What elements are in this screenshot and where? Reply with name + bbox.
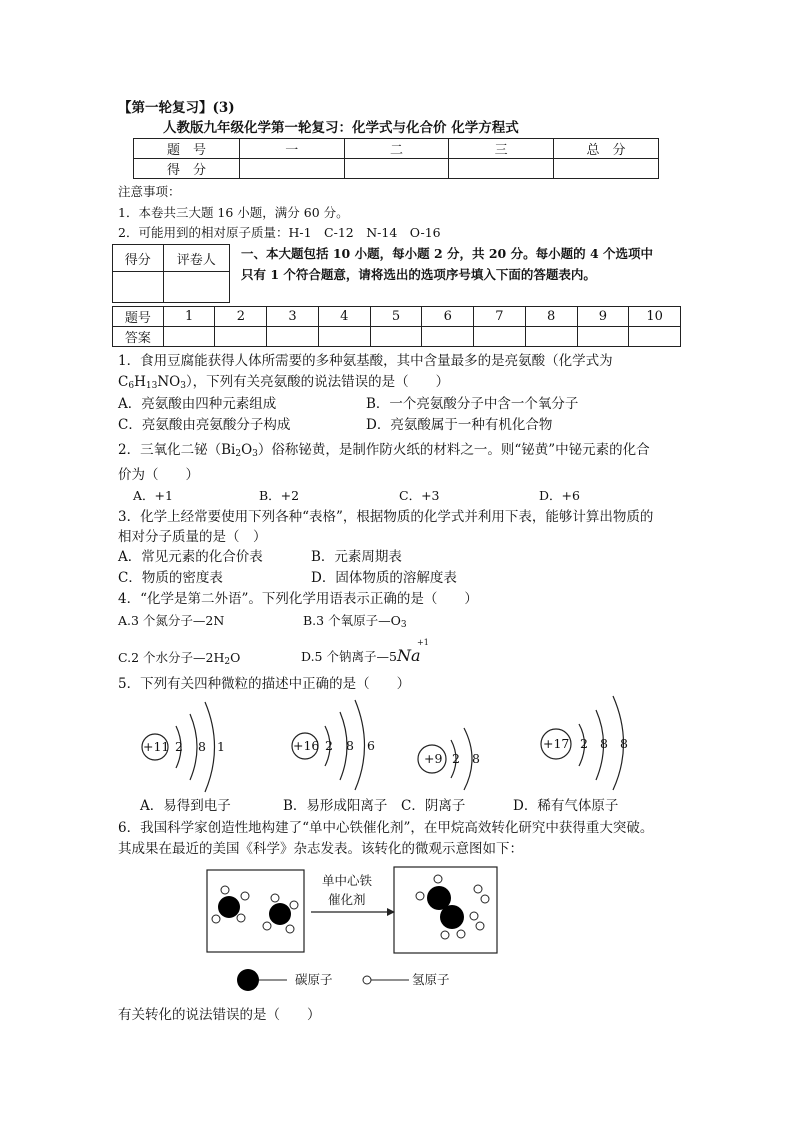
electron-shell-arc — [190, 714, 197, 780]
q4-stem: 4．“化学是第二外语”。下列化学用语表示正确的是（ ） — [118, 591, 478, 607]
answer-number: 5 — [370, 307, 422, 327]
q1-stem-end: ），下列有关亮氨酸的说法错误的是（ ） — [185, 374, 450, 390]
q4-option-b-text: B.3 个氧原子—O — [303, 613, 401, 628]
methane-molecule — [263, 894, 298, 933]
answer-header: 答案 — [113, 327, 164, 347]
q4-option-d — [301, 648, 420, 665]
shell-electrons: 8 — [198, 739, 206, 754]
shell-electrons: 2 — [175, 739, 183, 754]
sodium-symbol: Na — [396, 646, 421, 665]
q5-option-c: C．阴离子 — [401, 798, 466, 814]
score-cell: 三 — [449, 139, 554, 159]
shell-electrons: 8 — [600, 736, 608, 751]
score-cell: 题 号 — [134, 139, 240, 159]
q4-option-c — [118, 650, 240, 670]
answer-input-cell[interactable] — [577, 327, 629, 347]
answer-input-cell[interactable] — [629, 327, 681, 347]
score-cell: 总 分 — [554, 139, 659, 159]
grader-name-label: 评卷人 — [163, 245, 229, 272]
answer-number: 8 — [525, 307, 577, 327]
answer-input-cell[interactable] — [215, 327, 267, 347]
q3-option-a: A．常见元素的化合价表 — [118, 549, 263, 565]
shell-electrons: 2 — [580, 736, 588, 751]
score-cell: 得 分 — [134, 159, 240, 179]
shell-electrons: 8 — [346, 738, 354, 753]
q5-option-b: B．易形成阳离子 — [283, 798, 388, 814]
answer-input-cell[interactable] — [163, 327, 215, 347]
series-label: 【第一轮复习】(3) — [118, 100, 235, 116]
formula-subscript: 2 — [224, 657, 231, 667]
score-input-cell[interactable] — [344, 159, 449, 179]
atom-structure-diagrams — [0, 690, 794, 795]
q1-option-c: C．亮氨酸由亮氨酸分子构成 — [118, 417, 291, 433]
formula-part: C — [118, 374, 129, 390]
valence-superscript: +1 — [417, 638, 429, 647]
formula-part: O — [241, 442, 253, 458]
shell-electrons: 2 — [452, 751, 460, 766]
nucleus-charge: +9 — [424, 751, 443, 766]
nucleus-charge: +17 — [543, 736, 570, 751]
note-item: 2．可能用到的相对原子质量：H-1 C-12 N-14 O-16 — [118, 225, 441, 240]
formula-subscript: 13 — [145, 381, 158, 391]
catalyst-label: 催化剂 — [328, 892, 366, 907]
score-cell: 二 — [344, 139, 449, 159]
q6-stem: 6．我国科学家创造性地构建了“单中心铁催化剂”，在甲烷高效转化研究中获得重大突破。 — [118, 820, 654, 836]
shell-electrons: 1 — [217, 739, 225, 754]
section-instructions: 只有 1 个符合题意，请将选出的选项序号填入下面的答题表内。 — [241, 267, 596, 282]
q6-question: 有关转化的说法错误的是（ ） — [118, 1007, 321, 1023]
formula-part: H — [134, 374, 146, 390]
grader-name-input[interactable] — [163, 272, 229, 303]
shell-electrons: 2 — [325, 738, 333, 753]
shell-electrons: 8 — [472, 751, 480, 766]
q6-stem-2: 其成果在最近的美国《科学》杂志发表。该转化的微观示意图如下： — [118, 841, 523, 857]
answer-table — [112, 306, 681, 347]
score-input-cell[interactable] — [239, 159, 344, 179]
answer-input-cell[interactable] — [370, 327, 422, 347]
notes-heading: 注意事项： — [118, 184, 181, 199]
q2-option-a: A．+1 — [133, 488, 173, 503]
ethylene-molecule — [416, 875, 465, 939]
hydrogen-molecule — [470, 912, 484, 930]
nucleus-charge: +16 — [293, 738, 320, 753]
answer-input-cell[interactable] — [422, 327, 474, 347]
q5-stem: 5．下列有关四种微粒的描述中正确的是（ ） — [118, 676, 411, 692]
electron-shell-arc — [355, 700, 365, 790]
score-input-cell[interactable] — [554, 159, 659, 179]
hydrogen-legend-label: 氢原子 — [412, 972, 450, 987]
carbon-legend-label: 碳原子 — [295, 972, 333, 987]
q3-option-d: D．固体物质的溶解度表 — [311, 570, 457, 586]
q1-option-d: D．亮氨酸属于一种有机化合物 — [366, 417, 553, 433]
formula-subscript: 2 — [235, 449, 242, 459]
hydrogen-molecule — [474, 885, 489, 903]
formula-part: NO — [157, 374, 181, 390]
electron-shell-arc — [464, 728, 472, 790]
q4-option-c-text: C.2 个水分子—2H — [118, 650, 225, 665]
formula-part: O — [230, 650, 241, 665]
score-cell: 一 — [239, 139, 344, 159]
q2-option-d: D．+6 — [539, 488, 580, 503]
answer-number: 4 — [318, 307, 370, 327]
note-item: 1．本卷共三大题 16 小题，满分 60 分。 — [118, 205, 349, 220]
q2-option-b: B．+2 — [259, 488, 300, 503]
answer-input-cell[interactable] — [525, 327, 577, 347]
grader-table — [112, 244, 230, 303]
answer-number: 9 — [577, 307, 629, 327]
hydrogen-legend-symbol — [363, 976, 371, 984]
answer-number: 10 — [629, 307, 681, 327]
answer-input-cell[interactable] — [267, 327, 319, 347]
catalyst-label: 单中心铁 — [322, 873, 373, 888]
section-instructions: 一、本大题包括 10 小题，每小题 2 分，共 20 分。每小题的 4 个选项中 — [241, 246, 654, 261]
answer-input-cell[interactable] — [318, 327, 370, 347]
q2-stem-2: 价为（ ） — [118, 467, 199, 483]
q3-stem-2: 相对分子质量的是（ ） — [118, 529, 267, 545]
grader-score-input[interactable] — [113, 272, 164, 303]
q1-option-a: A．亮氨酸由四种元素组成 — [118, 396, 277, 412]
q2-stem-end: ）俗称铋黄，是制作防火纸的材料之一。则“铋黄”中铋元素的化合 — [257, 442, 650, 458]
q1-stem-formula — [118, 373, 449, 395]
electron-shell-arc — [205, 702, 215, 792]
formula-subscript: 3 — [400, 620, 407, 630]
formula-subscript: 3 — [180, 381, 186, 391]
score-table — [133, 138, 659, 179]
answer-header: 题号 — [113, 307, 164, 327]
nucleus-charge: +11 — [143, 739, 170, 754]
q2-stem — [118, 441, 650, 463]
shell-electrons: 8 — [620, 736, 628, 751]
methane-molecule — [212, 886, 249, 923]
formula-subscript: 3 — [252, 449, 258, 459]
answer-input-cell[interactable] — [474, 327, 526, 347]
answer-number: 6 — [422, 307, 474, 327]
q2-option-c: C．+3 — [399, 488, 440, 503]
answer-number: 7 — [474, 307, 526, 327]
q3-option-c: C．物质的密度表 — [118, 570, 223, 586]
page-title: 人教版九年级化学第一轮复习：化学式与化合价 化学方程式 — [163, 120, 519, 136]
q3-stem: 3．化学上经常要使用下列各种“表格”，根据物质的化学式并利用下表，能够计算出物质的 — [118, 509, 654, 525]
q1-stem: 1．食用豆腐能获得人体所需要的多种氨基酸，其中含量最多的是亮氨酸（化学式为 — [118, 353, 613, 369]
formula-subscript: 6 — [128, 381, 135, 391]
grader-score-label: 得分 — [113, 245, 164, 272]
answer-number: 3 — [267, 307, 319, 327]
carbon-legend-symbol — [237, 969, 259, 991]
score-input-cell[interactable] — [449, 159, 554, 179]
answer-number: 2 — [215, 307, 267, 327]
shell-electrons: 6 — [367, 738, 375, 753]
q5-option-d: D．稀有气体原子 — [513, 798, 619, 814]
q5-option-a: A．易得到电子 — [140, 798, 231, 814]
answer-number: 1 — [163, 307, 215, 327]
q4-option-b — [303, 613, 407, 633]
q4-option-d-text: D.5 个钠离子—5 — [301, 649, 397, 664]
q3-option-b: B．元素周期表 — [311, 549, 402, 565]
methane-conversion-diagram — [0, 860, 794, 1000]
q1-option-b: B．一个亮氨酸分子中含一个氧分子 — [366, 396, 579, 412]
q4-option-a: A.3 个氮分子—2N — [118, 613, 225, 628]
q2-stem-start: 2．三氧化二铋（Bi — [118, 442, 236, 458]
